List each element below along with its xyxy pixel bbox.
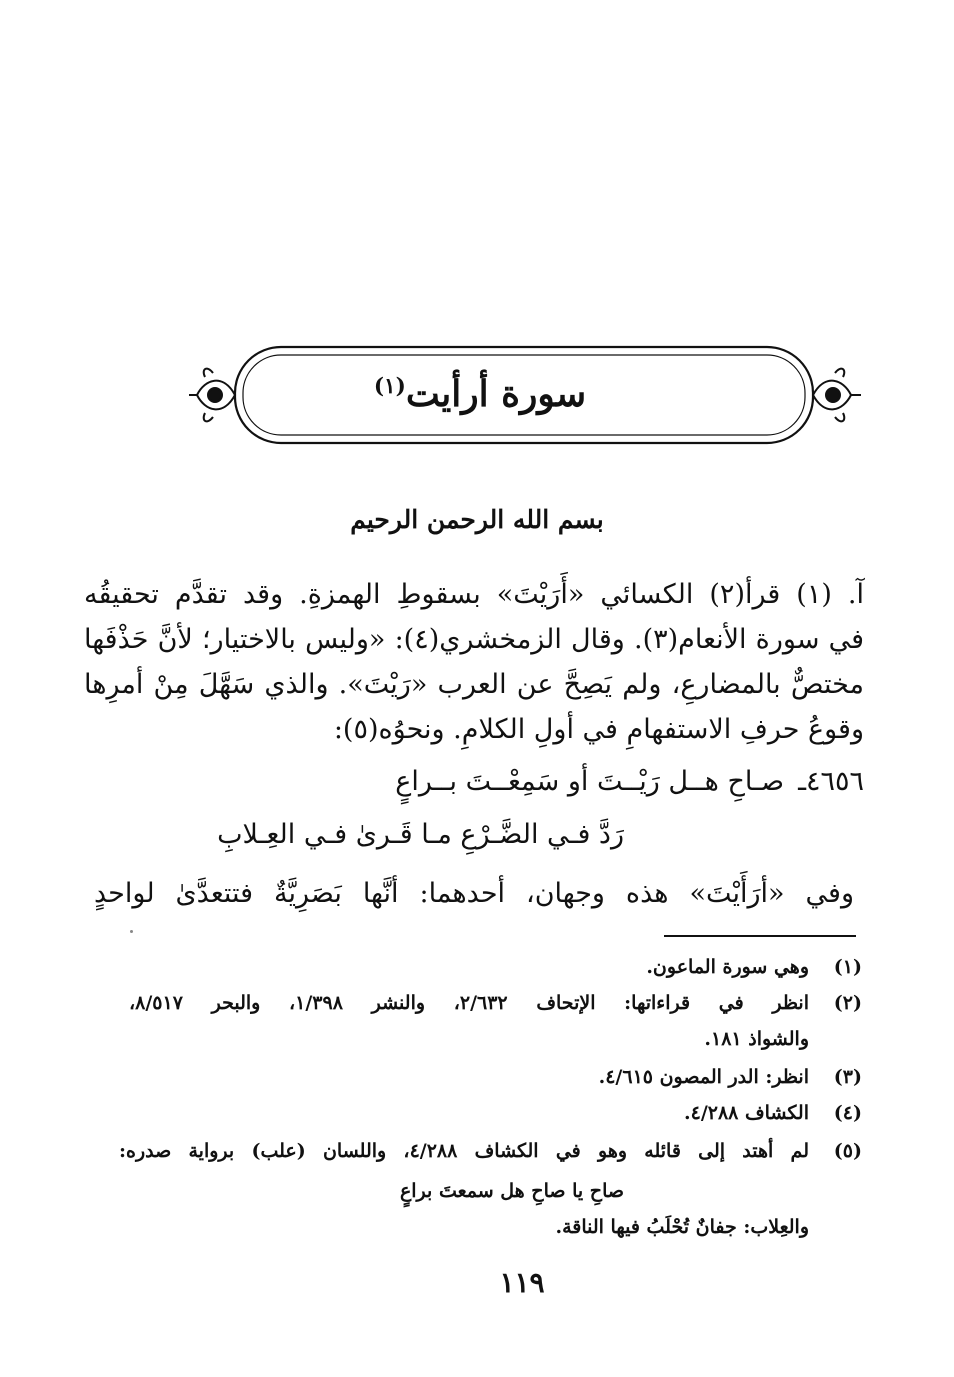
surah-title-note: (١) [373,374,406,399]
surah-title [330,366,630,422]
body-line-4: وقوعُ حرفِ الاستفهامِ في أولِ الكلامِ. ونحوُه(٥): [333,714,864,745]
footnote-text-4: الكشاف ٤/٢٨٨. [683,1102,809,1124]
footnote-text-2a: انظر في قراءاتها: الإتحاف ٢/٦٣٢، والنشر ١/٣٩٨، والبحر ٨/٥١٧، [129,992,810,1014]
footnote-number-4: (٤) [833,1102,862,1124]
footnote-number-5: (٥) [833,1140,862,1162]
footnote-separator [664,935,856,937]
body-line-5: وفي «أرَأَيْتَ» هذه وجهان، أحدهما: أنَّها بَصَرِيَّةٌ فتتعدَّىٰ لواحدٍ [94,878,854,909]
basmala: بسم الله الرحمن الرحيم [350,505,604,534]
verse-hemistich-2: رَدَّ فـي الضَّـرْعِ مـا قَـرىٰ فـي العِـلابِ [217,819,624,850]
footnote-text-5a: لم أهتد إلى قائله وهو في الكشاف ٤/٢٨٨، واللسان (علب) برواية صدره: [119,1140,809,1162]
footnote-number-2: (٢) [833,992,862,1014]
body-line-2: في سورة الأنعام(٣). وقال الزمخشري(٤): «وليس بالاختيار؛ لأنَّ حَذْفَها [84,624,864,655]
surah-title-text: سورة أرأيت [405,373,587,415]
footnote-text-1: وهي سورة الماعون. [646,956,809,978]
body-line-3: مختصٌّ بالمضارعِ، ولم يَصِحَّ عن العرب «رَيْتَ». والذي سَهَّلَ مِنْ أمرِها [84,669,864,700]
scan-speck [130,930,133,933]
footnote-text-5b: صاحِ يا صاحِ هل سمعتَ براعٍ [399,1180,624,1202]
footnote-text-5c: والعِلاب: جفانٌ تُحْلَبُ فيها الناقة. [555,1216,809,1238]
body-line-1: آ. (١) قرأ(٢) الكسائي «أَرَيْتَ» بسقوطِ الهمزةِ. وقد تقدَّم تحقيقُه [84,579,864,610]
verse-hemistich-1: صـاحِ هــل رَيْــتَ أو سَمِعْــتَ بــراعٍ [395,766,784,797]
footnote-number-1: (١) [833,956,862,978]
footnote-number-3: (٣) [833,1066,862,1088]
footnote-text-2b: والشواذ ١٨١. [704,1028,809,1050]
footnote-text-3: انظر: الدر المصون ٤/٦١٥. [598,1066,809,1088]
verse-number: ٤٦٥٦ـ [798,766,864,797]
page-number: ١١٩ [499,1266,545,1299]
